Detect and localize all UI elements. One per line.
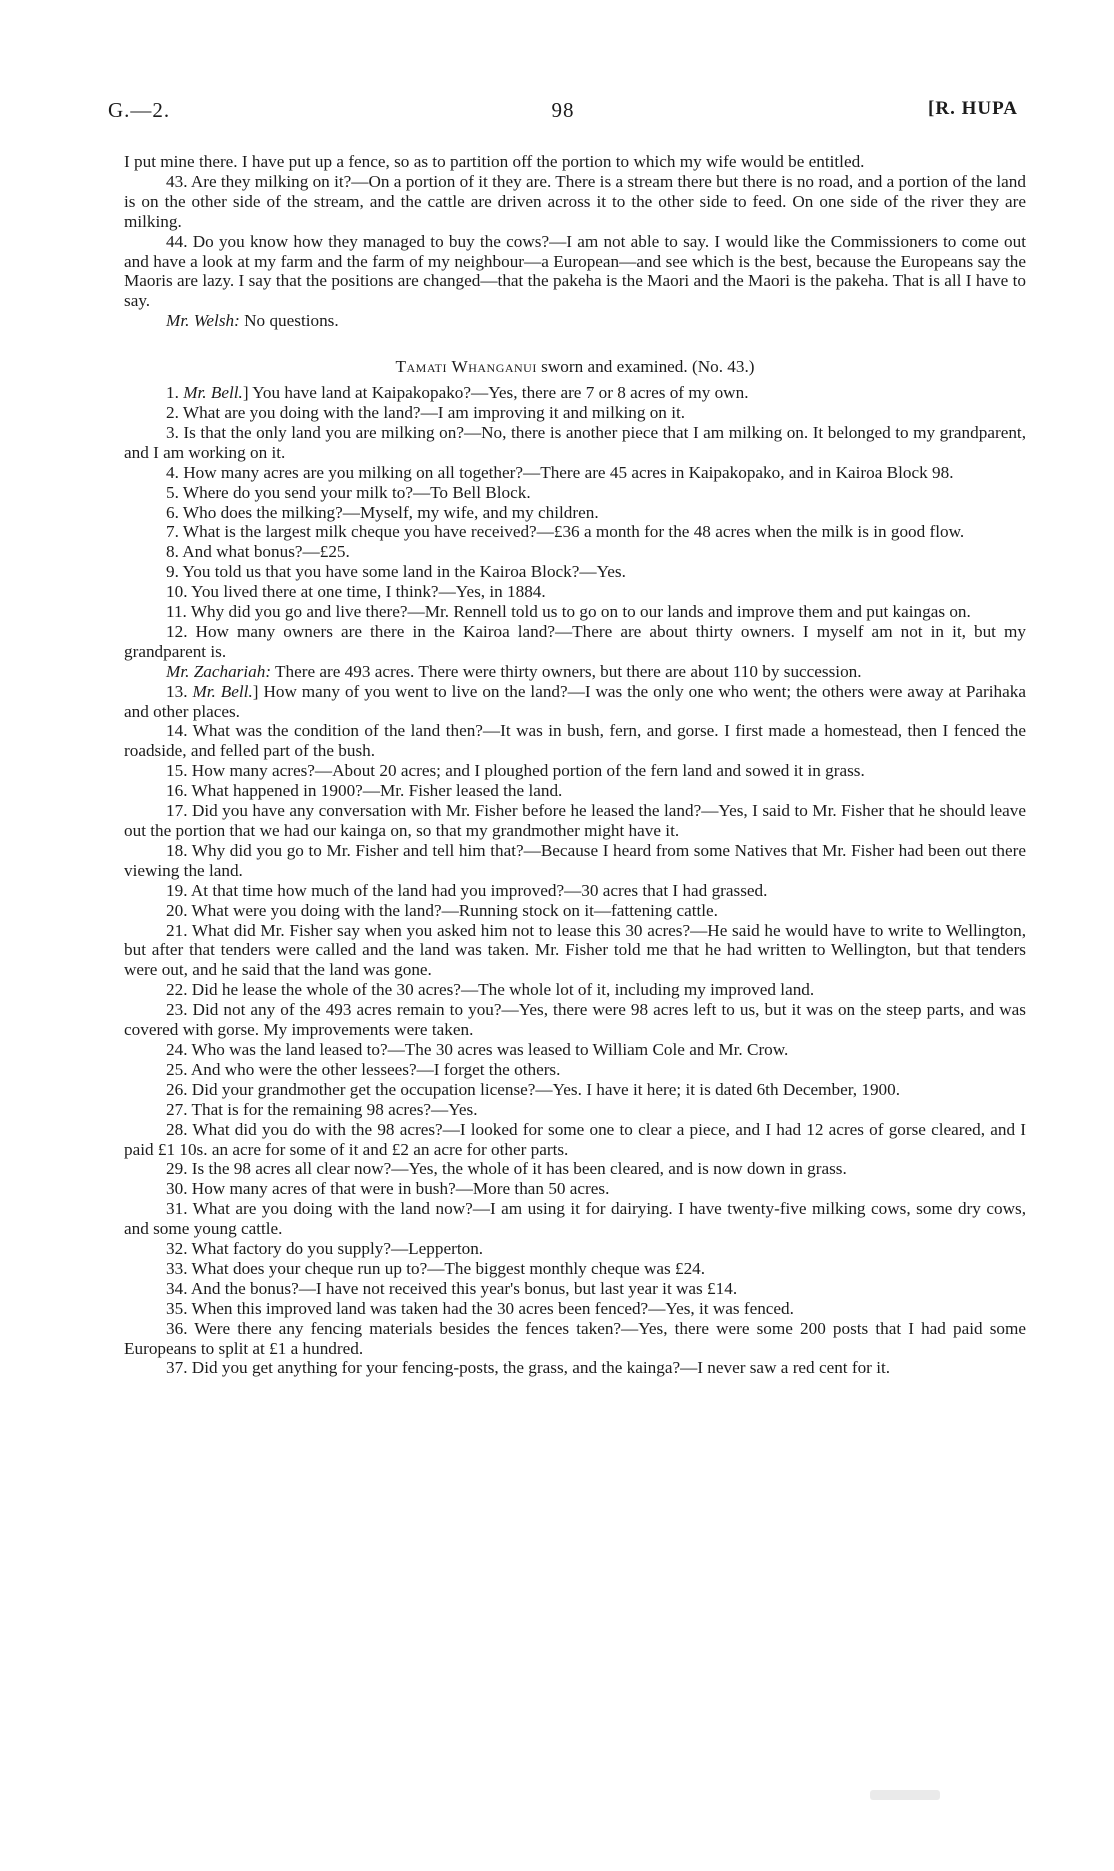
question-8: 8. And what bonus?—£25. [166, 542, 350, 562]
paragraph-continuation: I put mine there. I have put up a fence, so as to partition off the portion to which my wife would be entitled. [124, 152, 865, 171]
question-34: 34. And the bonus?—I have not received this year's bonus, but last year it was £14. [166, 1278, 738, 1298]
question-36: 36. Were there any fencing materials besides the fences taken?—Yes, there were some 200 posts that I had paid some Europeans to split at £1 a hundred. [124, 1318, 1026, 1358]
question-18: 18. Why did you go to Mr. Fisher and tell him that?—Because I heard from some Natives that Mr. Fisher had been out there viewing the land. [124, 840, 1026, 880]
question-44: 44. Do you know how they managed to buy the cows?—I am not able to say. I would like the Commissioners to come out and have a look at my farm and the farm of my neighbour—a European—and see which is the best, because the Europeans say the Maoris are lazy. I say that the positions are changed—that the pakeha is the Maori and the Maori is the pakeha. That is all I have to say. [124, 231, 1026, 311]
question-5: 5. Where do you send your milk to?—To Bell Block. [166, 482, 531, 502]
page-header [108, 98, 1018, 130]
question-32: 32. What factory do you supply?—Lepperton. [166, 1239, 484, 1259]
question-17: 17. Did you have any conversation with Mr. Fisher before he leased the land?—Yes, I said to Mr. Fisher that he should leave out the portion that we had our kainga on, so that my grandmother might have it. [124, 801, 1026, 840]
question-27: 27. That is for the remaining 98 acres?—Yes. [166, 1099, 478, 1119]
question-19: 19. At that time how much of the land had you improved?—30 acres that I had grassed. [166, 880, 768, 900]
question-11: 11. Why did you go and live there?—Mr. Rennell told us to go on to our lands and improve them and put kaingas on. [166, 602, 971, 622]
question-43: 43. Are they milking on it?—On a portion of it they are. There is a stream there but there is no road, and a portion of the land is on the other side of the stream, and the cattle are driven across it to the other side to feed. On one side of the river they are milking. [124, 171, 1026, 231]
witness-heading [124, 357, 1026, 377]
zachariah-remark [124, 662, 1026, 682]
question-22: 22. Did he lease the whole of the 30 acres?—The whole lot of it, including my improved land. [166, 980, 815, 1000]
speaker-name: Mr. Bell. [192, 681, 253, 701]
remark-text: There are 493 acres. There were thirty owners, but there are about 110 by succession. [271, 661, 862, 681]
question-33: 33. What does your cheque run up to?—The biggest monthly cheque was £24. [166, 1258, 706, 1278]
heading-rest: sworn and examined. (No. 43.) [536, 357, 755, 377]
speaker-name: Mr. Welsh: [166, 311, 240, 331]
header-reference: G.—2. [108, 98, 171, 122]
speaker-name: Mr. Bell. [183, 383, 243, 403]
question-35: 35. When this improved land was taken had the 30 acres been fenced?—Yes, it was fenced. [166, 1298, 794, 1318]
question-4: 4. How many acres are you milking on all together?—There are 45 acres in Kaipakopako, and in Kairoa Block 98. [166, 462, 954, 482]
page-number: 98 [551, 98, 575, 122]
question-37: 37. Did you get anything for your fencing-posts, the grass, and the kainga?—I never saw a red cent for it. [166, 1358, 891, 1378]
question-text: ] You have land at Kaipakopako?—Yes, there are 7 or 8 acres of my own. [242, 383, 749, 403]
question-15: 15. How many acres?—About 20 acres; and I ploughed portion of the fern land and sowed it in grass. [166, 761, 865, 781]
question-26: 26. Did your grandmother get the occupation license?—Yes. I have it here; it is dated 6th December, 1900. [166, 1079, 901, 1099]
scan-smudge [870, 1790, 940, 1800]
question-9: 9. You told us that you have some land in the Kairoa Block?—Yes. [166, 562, 626, 582]
question-20: 20. What were you doing with the land?—Running stock on it—fattening cattle. [166, 900, 718, 920]
question-23: 23. Did not any of the 493 acres remain to you?—Yes, there were 98 acres left to us, but it was on the steep parts, and was covered with gorse. My improvements were taken. [124, 1000, 1026, 1040]
document-body [124, 152, 1026, 1378]
question-16: 16. What happened in 1900?—Mr. Fisher leased the land. [166, 781, 563, 801]
question-1 [124, 383, 1026, 403]
question-30: 30. How many acres of that were in bush?—More than 50 acres. [166, 1179, 610, 1199]
speaker-name: Mr. Zachariah: [166, 661, 272, 681]
witness-name: Tamati Whanganui [395, 357, 537, 377]
question-25: 25. And who were the other lessees?—I forget the others. [166, 1059, 561, 1079]
question-number: 13. [166, 681, 193, 701]
welsh-remark [124, 311, 1026, 331]
remark-text: No questions. [239, 311, 339, 331]
question-31: 31. What are you doing with the land now?—I am using it for dairying. I have twenty-five milking cows, some dry cows, and some young cattle. [124, 1199, 1026, 1239]
question-21: 21. What did Mr. Fisher say when you asked him not to lease this 30 acres?—He said he would have to write to Wellington, but after that tenders were called and the land was taken. Mr. Fisher told me that he had written to Wellington, but that tenders were out, and he said that the land was gone. [124, 920, 1026, 980]
question-6: 6. Who does the milking?—Myself, my wife, and my children. [166, 502, 599, 522]
question-14: 14. What was the condition of the land then?—It was in bush, fern, and gorse. I first made a homestead, then I fenced the roadside, and felled part of the bush. [124, 721, 1026, 761]
question-text: ] How many of you went to live on the land?—I was the only one who went; the others were away at Parihaka and other places. [124, 681, 1027, 721]
question-10: 10. You lived there at one time, I think?—Yes, in 1884. [166, 582, 546, 602]
question-28: 28. What did you do with the 98 acres?—I looked for some one to clear a piece, and I had 12 acres of gorse cleared, and I paid £1 10s. an acre for some of it and £2 an acre for other parts. [124, 1119, 1026, 1159]
header-witness: [R. HUPA [928, 98, 1018, 119]
question-2: 2. What are you doing with the land?—I am improving it and milking on it. [166, 402, 686, 422]
question-13 [124, 682, 1026, 722]
question-24: 24. Who was the land leased to?—The 30 acres was leased to William Cole and Mr. Crow. [166, 1039, 789, 1059]
question-number: 1. [166, 383, 184, 403]
question-12: 12. How many owners are there in the Kairoa land?—There are about thirty owners. I myself am not in it, but my grandparent is. [124, 621, 1026, 661]
question-29: 29. Is the 98 acres all clear now?—Yes, the whole of it has been cleared, and is now down in grass. [166, 1159, 847, 1179]
question-3: 3. Is that the only land you are milking on?—No, there is another piece that I am milking on. It belonged to my grandparent, and I am working on it. [124, 422, 1026, 462]
question-7: 7. What is the largest milk cheque you have received?—£36 a month for the 48 acres when the milk is in good flow. [166, 522, 965, 542]
